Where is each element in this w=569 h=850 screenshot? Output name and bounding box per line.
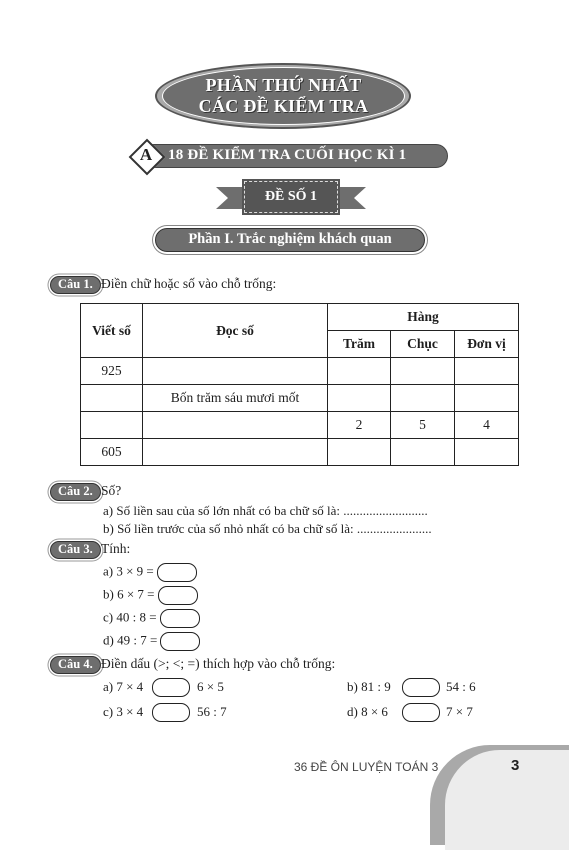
table-cell[interactable]	[455, 439, 519, 466]
table-cell[interactable]	[143, 412, 328, 439]
table-cell[interactable]	[81, 385, 143, 412]
question-2-text: Số?	[101, 483, 122, 498]
table-cell[interactable]	[328, 385, 391, 412]
question-4-label: Câu 4.	[50, 656, 101, 674]
compare-blank[interactable]	[152, 678, 190, 697]
table-cell[interactable]: 4	[455, 412, 519, 439]
compare-left: c) 3 × 4	[103, 704, 144, 719]
table-row	[81, 358, 519, 385]
question-2-b: b) Số liền trước của số nhỏ nhất có ba chữ số là: .......................	[103, 521, 432, 536]
compare-item-b	[347, 679, 391, 695]
compare-blank[interactable]	[402, 703, 440, 722]
footer-corner-inner	[445, 750, 569, 850]
table-cell[interactable]	[81, 412, 143, 439]
answer-blank[interactable]	[158, 586, 198, 605]
title-line-1: PHẦN THỨ NHẤT	[205, 75, 362, 95]
page-number: 3	[511, 757, 520, 774]
question-4-text: Điền dấu (>; <; =) thích hợp vào chỗ trống:	[101, 656, 336, 671]
table-cell[interactable]	[391, 439, 455, 466]
section-letter: A	[139, 145, 153, 164]
compare-left: d) 8 × 6	[347, 704, 388, 719]
compare-right: 54 : 6	[446, 679, 476, 694]
book-title: 36 ĐỀ ÔN LUYỆN TOÁN 3	[294, 760, 439, 774]
table-cell[interactable]	[143, 439, 328, 466]
answer-blank[interactable]	[160, 632, 200, 651]
table-cell[interactable]: 2	[328, 412, 391, 439]
calc-expression: c) 40 : 8 =	[103, 609, 157, 625]
header-don-vi: Đơn vị	[455, 331, 519, 358]
table-cell[interactable]	[328, 439, 391, 466]
table-cell[interactable]	[391, 385, 455, 412]
table-row	[81, 439, 519, 466]
compare-right: 7 × 7	[446, 704, 473, 719]
question-3-text: Tính:	[101, 541, 131, 556]
table-cell[interactable]: Bốn trăm sáu mươi mốt	[143, 385, 328, 412]
table-cell[interactable]: 605	[81, 439, 143, 466]
calc-item-c	[103, 609, 200, 628]
table-cell[interactable]	[455, 358, 519, 385]
compare-left: a) 7 × 4	[103, 679, 144, 694]
table-cell[interactable]	[391, 358, 455, 385]
question-2-a: a) Số liền sau của số lớn nhất có ba chữ số là: ..........................	[103, 503, 428, 518]
question-1-label: Câu 1.	[50, 276, 101, 294]
section-banner	[130, 142, 452, 170]
calc-expression: b) 6 × 7 =	[103, 586, 155, 602]
table-cell[interactable]: 925	[81, 358, 143, 385]
part-heading: Phần I. Trắc nghiệm khách quan	[155, 228, 425, 252]
compare-item-d	[347, 704, 388, 720]
answer-blank[interactable]	[160, 609, 200, 628]
header-tram: Trăm	[328, 331, 391, 358]
header-chuc: Chục	[391, 331, 455, 358]
exam-number-label: ĐỀ SỐ 1	[264, 189, 318, 204]
compare-blank[interactable]	[402, 678, 440, 697]
calc-expression: a) 3 × 9 =	[103, 563, 154, 579]
question-1-text: Điền chữ hoặc số vào chỗ trống:	[101, 276, 277, 291]
header-hang: Hàng	[328, 304, 519, 331]
calc-item-d	[103, 632, 200, 651]
table-cell[interactable]	[328, 358, 391, 385]
calc-item-b	[103, 586, 198, 605]
compare-right: 6 × 5	[197, 679, 224, 694]
page-title	[162, 67, 405, 125]
title-line-2: CÁC ĐỀ KIỂM TRA	[198, 96, 369, 116]
compare-item-c	[103, 704, 143, 720]
calc-expression: d) 49 : 7 =	[103, 632, 158, 648]
table-row	[81, 385, 519, 412]
compare-left: b) 81 : 9	[347, 679, 391, 694]
calc-item-a	[103, 563, 197, 582]
header-viet-so: Viết số	[81, 304, 143, 358]
exam-number-badge	[216, 181, 366, 215]
table-cell[interactable]: 5	[391, 412, 455, 439]
table-row	[81, 412, 519, 439]
table-cell[interactable]	[143, 358, 328, 385]
question-2-label: Câu 2.	[50, 483, 101, 501]
question-3-label: Câu 3.	[50, 541, 101, 559]
compare-right: 56 : 7	[197, 704, 227, 719]
answer-blank[interactable]	[157, 563, 197, 582]
compare-blank[interactable]	[152, 703, 190, 722]
number-table	[80, 303, 519, 466]
compare-item-a	[103, 679, 143, 695]
section-title: 18 ĐỀ KIỂM TRA CUỐI HỌC KÌ 1	[168, 147, 407, 163]
table-cell[interactable]	[455, 385, 519, 412]
header-doc-so: Đọc số	[143, 304, 328, 358]
